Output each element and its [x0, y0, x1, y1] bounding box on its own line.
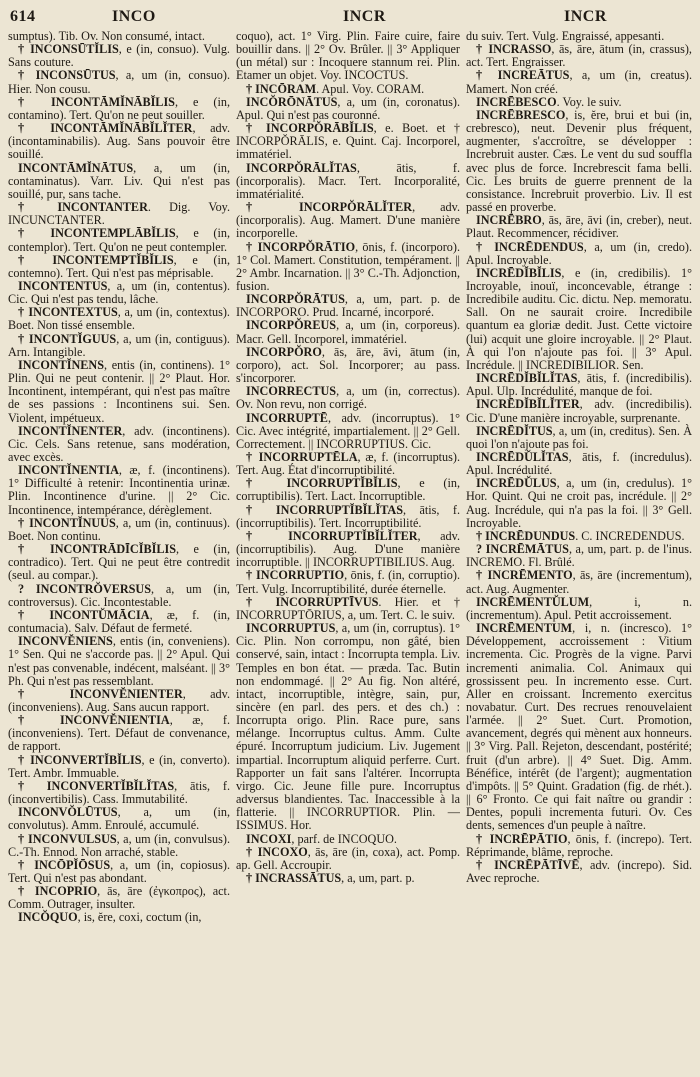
running-header: [0, 0, 700, 26]
entry-definition: , æ, f. (in, contumacia). Salv. Défaut de fermeté.: [8, 607, 230, 636]
entry-headword: INCRĒBRESCO: [476, 107, 566, 122]
entry-definition: , ās, āre (ἐγκοπρος), act. Comm. Outrager, insulter.: [8, 884, 230, 912]
entry-headword: INCRĒBRO: [476, 213, 542, 228]
entry-definition: , a, um (in, corruptus). 1° Cic. Plin. Non corrompu, non gâté, bien conservé, sain, intact : Incorrupta templa. Liv. Temples en bon état. — præda. Tac. Butin non endommagé. || 2° Au fig. Non altéré, intact, incorruptible, intègre, sain, pur, sincère (en parl. des pers. et des ch.) : Incorrupta origo. Plin. Race pure, sans mélange. Incorruptus cultus. Amm. Culte épuré. Incorruptum judicium. Liv. Jugement impartial. Incorruptum aliquid perferre. Curt. Rapporter un fait sans l'altérer. Incorrupta virgo. Cic. Jeune fille pure. Incorruptus adversus blandientes. Tac. Inaccessible à la flatterie. || INCORRUPTIOR. Plin. — ISSIMUS. Hor.: [236, 621, 460, 833]
entry-definition: , a, um (in, creatus). Mamert. Non créé.: [466, 68, 692, 96]
entry-definition: , ās, āre, āvi (in, creber), neut. Plaut. Recommencer, récidiver.: [466, 213, 692, 241]
dictionary-entry: [466, 241, 692, 267]
entry-definition: , e (in, contemno). Tert. Qui n'est pas méprisable.: [8, 252, 230, 280]
entry-definition: , adv. (incorruptus). 1° Cic. Avec intégrité, impartialement. || 2° Gell. Correctement. || INCORRUPTIUS. Cic.: [236, 410, 460, 451]
dictionary-entry: [8, 43, 230, 69]
dictionary-entry: [466, 859, 692, 885]
dictionary-entry: [236, 569, 460, 595]
dictionary-entry: [8, 280, 230, 306]
entry-definition: , is, ĕre, brui et bui (in, crebresco), neut. Devenir plus fréquent, augmenter, s'accroître, se développer : Increbruit auster. Cæs. Le vent du sud souffla avec plus de force. Increbrescit fama belli. Cic. Les bruits de guerre prennent de la consistance. Increbruit proverbio. Liv. Il est passé en proverbe.: [466, 107, 692, 215]
entry-definition: du suiv. Tert. Vulg. Engraissé, appesanti.: [466, 30, 665, 43]
entry-headword: INCRĒDĬBĬLĬTER: [476, 397, 580, 412]
entry-definition: , adv. (incontaminabilis). Aug. Sans pouvoir être souillé.: [8, 121, 230, 162]
entry-headword: † INCONVĔNIENTIA: [18, 713, 170, 728]
dictionary-entry: [8, 69, 230, 95]
entry-definition: , ātis, f. (incorporalis). Macr. Tert. Incorporalité, immatérialité.: [236, 160, 460, 201]
dictionary-entry: [236, 504, 460, 530]
entry-headword: † INCORRUPTĬBĬLIS: [246, 476, 398, 491]
entry-headword: † INCONVERTĬBĬLIS: [18, 752, 142, 767]
entry-definition: , a, um, part. p. de INCORPORO. Prud. Incarné, incorporé.: [236, 292, 460, 320]
entry-definition: , ās, āre, āvi, ātum (in, corporo), act. Sol. Incorporer; au pass. s'incorporer.: [236, 344, 460, 386]
entry-headword: INCONTĬNENTER: [18, 423, 123, 438]
dictionary-entry: [466, 477, 692, 530]
entry-definition: , entis (in, conveniens). 1° Sen. Qui ne s'accorde pas. || 2° Apul. Qui n'est pas convenable, indécent, malséant. || 3° Ph. Qui n'est pas ressemblant.: [8, 634, 230, 688]
dictionary-entry: [236, 96, 460, 122]
dictionary-entry: [8, 754, 230, 780]
entry-definition: , a, um (in, consuo). Hier. Non cousu.: [8, 68, 230, 96]
entry-headword: INCŎQUO: [18, 910, 78, 925]
entry-headword: † INCORPŎRĀBĬLIS: [246, 121, 374, 136]
dictionary-entry: [236, 30, 460, 83]
entry-definition: , a, um (in, continuus). Boet. Non continu.: [8, 515, 230, 543]
entry-headword: INCORPŎREUS: [246, 318, 337, 333]
entry-definition: , entis (in, continens). 1° Plin. Qui ne peut contenir. || 2° Plaut. Hor. Incontinent, intempérant, qui n'est pas maître de ses passions : Incontinens sui. Sen. Violent, impétueux.: [8, 357, 230, 425]
entry-definition: , æ, f. (incorruptus). Tert. Aug. État d'incorruptibilité.: [236, 450, 460, 478]
dictionary-entry: [8, 609, 230, 635]
dictionary-entry: [8, 688, 230, 714]
entry-headword: INCORPŎRĀLĬTAS: [246, 160, 357, 175]
entry-definition: , ās, āre, ātum (in, crassus), act. Tert. Engraisser.: [466, 42, 692, 70]
column-left: [8, 30, 230, 1075]
entry-definition: , a, um (in, creditus). Sen. À quoi l'on n'ajoute pas foi.: [466, 423, 692, 451]
dictionary-entry: [466, 596, 692, 622]
entry-definition: , a, um (in, contiguus). Arn. Intangible.: [8, 331, 230, 359]
dictionary-entry: [236, 872, 460, 885]
entry-headword: † INCONTEMPTĬBĬLIS: [18, 252, 174, 267]
entry-definition: coquo), act. 1° Virg. Plin. Faire cuire, faire bouillir dans. || 2° Ov. Brûler. || 3° Appliquer (un métal) sur : Incoquere stannum rei. Plin. Etamer un objet. Voy. INCOCTUS.: [236, 30, 460, 83]
entry-headword: † INCOPRIO: [18, 884, 98, 899]
dictionary-entry: [8, 227, 230, 253]
entry-definition: . Apul. Voy. CORAM.: [316, 81, 425, 96]
dictionary-entry: [8, 425, 230, 464]
entry-headword: ? INCRĒMĀTUS: [476, 542, 569, 557]
dictionary-entry: [466, 109, 692, 214]
entry-definition: , e (in, contemplor). Tert. Qu'on ne peut contempler.: [8, 226, 230, 254]
entry-definition: , a, um (in, credulus). 1° Hor. Quint. Qui ne croit pas, incrédule. || 2° Aug. Incrédule, qui n'a pas la foi. || 3° Gell. Incroyable.: [466, 476, 692, 530]
dictionary-entry: [8, 359, 230, 425]
entry-definition: , a, um (in, contentus). Cic. Qui n'est pas tendu, lâche.: [8, 278, 230, 307]
dictionary-entry: [8, 162, 230, 201]
entry-definition: , parf. de INCOQUO.: [291, 831, 397, 846]
entry-definition: , æ, f. (inconveniens). Tert. Défaut de convenance, de rapport.: [8, 713, 230, 754]
entry-headword: † INCŌPĬŌSUS: [18, 857, 111, 872]
dictionary-entry: [236, 530, 460, 569]
dictionary-entry: [236, 451, 460, 477]
dictionary-entry: [466, 214, 692, 240]
entry-headword: † INCRĒPĀTĪVĒ: [476, 857, 580, 872]
entry-definition: . Dig. Voy. INCUNCTANTER.: [8, 200, 230, 228]
entry-definition: . Voy. le suiv.: [556, 94, 622, 109]
entry-headword: † INCONSŪTĬLIS: [18, 42, 119, 57]
entry-definition: , e (in, converto). Tert. Ambr. Immuable.: [8, 752, 230, 780]
entry-headword: † INCRASSĀTUS: [246, 871, 342, 885]
entry-definition: , adv. (incorruptibilis). Aug. D'une manière incorruptible. || INCORRUPTIBILIUS. Aug.: [236, 528, 460, 570]
entry-definition: , e (in, corruptibilis). Tert. Lact. Incorruptible.: [236, 476, 460, 504]
dictionary-entry: [466, 425, 692, 451]
entry-definition: , adv. (incontinens). Cic. Cels. Sans retenue, sans modération, avec excès.: [8, 423, 230, 464]
entry-definition: , a, um (in, credo). Apul. Incroyable.: [466, 239, 692, 267]
entry-definition: , a, um, part. p. de l'inus. INCREMO. Fl. Brûlé.: [466, 542, 692, 570]
entry-definition: , ās, āre (in, coxa), act. Pomp. ap. Gell. Accroupir.: [236, 844, 460, 872]
entry-headword: INCORRUPTĒ: [246, 410, 328, 425]
entry-headword: INCRĒBESCO: [476, 94, 557, 109]
entry-definition: , e (in, contamino). Tert. Qu'on ne peut souiller.: [8, 94, 230, 122]
entry-headword: INCOXI: [246, 831, 292, 846]
entry-headword: † INCOXO: [246, 844, 308, 859]
dictionary-entry: [8, 859, 230, 885]
dictionary-entry: [8, 201, 230, 227]
entry-definition: , ās, āre (incrementum), act. Aug. Augmenter.: [466, 568, 692, 596]
dictionary-entry: [236, 346, 460, 385]
entry-definition: , a, um (in, coronatus). Apul. Qui n'est pas couronné.: [236, 94, 460, 122]
entry-headword: INCRĒDŬLĬTAS: [476, 450, 569, 464]
dictionary-entry: [8, 517, 230, 543]
dictionary-entry: [236, 241, 460, 294]
entry-definition: , i, n. (incrementum). Apul. Petit accroissement.: [466, 594, 692, 622]
dictionary-entry: [236, 319, 460, 345]
entry-headword: † INCRASSO: [476, 42, 552, 57]
entry-definition: , ōnis, f. (in, corruptio). Tert. Vulg. Incorruptibilité, durée éternelle.: [236, 568, 460, 596]
entry-headword: † INCORRUPTĬBĬLĬTAS: [246, 502, 404, 517]
dictionary-entry: [236, 412, 460, 451]
entry-headword: † INCRĒMENTO: [476, 568, 573, 583]
entry-definition: , e (in, credibilis). 1° Incroyable, inouï, inconcevable, étrange : Incredibile auditu. Cic. dictu. Nep. memoratu. Sall. On ne saurait croire. Incredibile quantum ea gloriæ dedit. Just. Cette victoire (lui) acquit une gloire incroyable. || 2° Plaut. À qui l'on n'ajoute pas foi. || 3° Apul. Incrédule. || INCREDIBILIOR. Sen.: [466, 265, 692, 372]
entry-definition: , adv. (increpo). Sid. Avec reproche.: [466, 857, 692, 885]
entry-definition: , adv. (inconveniens). Aug. Sans aucun rapport.: [8, 686, 230, 714]
dictionary-entry: [466, 622, 692, 833]
entry-headword: INCONVĔNIENS: [18, 634, 113, 649]
entry-definition: . C. INCREDENDUS.: [575, 528, 685, 543]
column-middle: [236, 30, 460, 1075]
dictionary-entry: [466, 398, 692, 424]
dictionary-entry: [466, 569, 692, 595]
entry-definition: , a, um (in, contaminatus). Varr. Liv. Qui n'est pas souillé, pur, sans tache.: [8, 160, 230, 201]
entry-headword: INCONVŎLŪTUS: [18, 805, 118, 820]
entry-definition: , a, um (in, contextus). Boet. Non tissé ensemble.: [8, 305, 230, 333]
entry-headword: † INCONTĬGUUS: [18, 331, 117, 346]
entry-definition: sumptus). Tib. Ov. Non consumé, intact.: [8, 30, 205, 43]
dictionary-entry: [8, 911, 230, 924]
entry-definition: . Hier. et † INCORRUPTŌRIUS, a, um. Tert. C. le suiv.: [236, 594, 460, 622]
entry-headword: † INCRĒDENDUS: [476, 239, 584, 254]
dictionary-entry: [466, 372, 692, 398]
entry-headword: † INCONTEXTUS: [18, 305, 118, 320]
dictionary-entry: [466, 833, 692, 859]
header-right-word: INCR: [564, 8, 607, 25]
entry-headword: † INCONTĬNUUS: [18, 515, 116, 530]
entry-headword: † INCRĒDUNDUS: [476, 528, 576, 543]
entry-definition: , i, n. (incresco). 1° Développement, accroissement : Vitium incrementa. Cic. Progrès de la vigne. Parvi incrementi animalia. Col. Animaux qui grossissent peu. In incremento esse. Curt. Aller en croissant. Incremento exercitus novabatur. Curt. Des recrues renouvelaient l'armée. || 2° Suet. Curt. Promotion, avancement, degrés qui mènent aux honneurs. || 3° Virg. Pall. Rejeton, descendant, postérité; fruit (d'un arbre). || 4° Suet. Dig. Amm. Bénéfice, intérêt (de l'argent); augmentation d'impôts. || 5° Quint. Gradation (fig. de rhét.). || 6° Fronto. Ce qui fait naître ou grandir : Dentes, populi incrementa futuri. Ov. Ces dents, semences d'un peuple à naître.: [466, 621, 692, 833]
entry-definition: , a, um, part. p.: [341, 871, 415, 885]
entry-headword: † INCONTĀMĬNĀBĬLĬTER: [18, 121, 193, 136]
dictionary-entry: [8, 806, 230, 832]
dictionary-entry: [8, 96, 230, 122]
dictionary-entry: [8, 122, 230, 161]
entry-headword: INCORRUPTUS: [246, 621, 336, 636]
entry-definition: , adv. (incorporalis). Aug. Mamert. D'une manière incorporelle.: [236, 200, 460, 241]
entry-headword: INCRĒDĬBĬLIS: [476, 265, 562, 280]
dictionary-entry: [8, 885, 230, 911]
entry-headword: † INCORPŎRĀTIO: [246, 239, 356, 254]
dictionary-entry: [236, 122, 460, 161]
entry-headword: † INCONVĔNIENTER: [18, 686, 183, 701]
entry-headword: † INCONTĀMĬNĀBĬLIS: [18, 94, 175, 109]
entry-headword: † INCORRUPTĪVUS: [246, 594, 379, 609]
header-left-word: INCO: [112, 8, 156, 25]
entry-headword: † INCONTANTER: [18, 200, 148, 215]
dictionary-entry: [466, 267, 692, 372]
dictionary-entry: [466, 43, 692, 69]
entry-headword: INCORPŎRO: [246, 344, 322, 359]
entry-headword: † INCORPŎRĀLĬTER: [246, 200, 413, 215]
entry-headword: † INCONVULSUS: [18, 831, 117, 846]
entry-definition: , ōnis, f. (increpo). Tert. Réprimande, blâme, reproche.: [466, 831, 692, 859]
entry-headword: INCORRECTUS: [246, 384, 337, 399]
entry-headword: INCORPŎRĀTUS: [246, 292, 345, 307]
entry-headword: † INCORRUPTĒLA: [246, 450, 358, 464]
dictionary-entry: [236, 846, 460, 872]
entry-definition: , æ, f. (incontinens). 1° Difficulté à retenir: Incontinentia urinæ. Plin. Incontinence d'urine. || 2° Cic. Incontinence, intempérance, dérèglement.: [8, 463, 230, 517]
entry-definition: , ātis, f. (inconvertibilis). Cass. Immutabilité.: [8, 778, 230, 807]
entry-headword: † INCONTRĀDĪCĬBĬLIS: [18, 542, 176, 557]
entry-definition: , a, um (in, convulsus). C.-Th. Ennod. Non arraché, stable.: [8, 831, 230, 859]
dictionary-entry: [8, 833, 230, 859]
entry-headword: INCONTĬNENS: [18, 357, 105, 372]
entry-headword: † INCŌRAM: [246, 81, 317, 96]
entry-definition: , e (in, consuo). Vulg. Sans couture.: [8, 42, 230, 70]
dictionary-entry: [8, 464, 230, 517]
entry-headword: † INCORRUPTĬBĬLĬTER: [246, 528, 418, 543]
entry-definition: , a, um (in, convolutus). Amm. Enroulé, accumulé.: [8, 805, 230, 833]
dictionary-entry: [8, 714, 230, 753]
entry-headword: INCRĒDĬTUS: [476, 423, 553, 438]
entry-definition: , e (in, contradico). Tert. Qui ne peut être contredit (seul. au compar.).: [8, 542, 230, 583]
entry-definition: , ātis, f. (incorruptibilis). Tert. Incorruptibilité.: [236, 502, 460, 530]
entry-headword: INCONTĀMĬNĀTUS: [18, 160, 134, 175]
dictionary-entry: [236, 293, 460, 319]
dictionary-entry: [8, 543, 230, 582]
entry-headword: † INCORRUPTIO: [246, 568, 345, 583]
dictionary-entry: [8, 254, 230, 280]
entry-headword: ? INCONTRŎVERSUS: [18, 581, 151, 596]
entry-headword: INCRĒDĬBĬLĬTAS: [476, 371, 578, 386]
entry-definition: , a, um (in, copiosus). Tert. Qui n'est pas abondant.: [8, 857, 230, 885]
page-number: 614: [10, 8, 36, 25]
dictionary-entry: [236, 596, 460, 622]
dictionary-entry: [236, 622, 460, 833]
entry-definition: , ātis, f. (incredulus). Apul. Incrédulité.: [466, 450, 692, 478]
dictionary-entry: [8, 583, 230, 609]
entry-headword: † INCONSŪTUS: [18, 68, 116, 83]
entry-definition: , adv. (incredibilis). Cic. D'une manière incroyable, surprenante.: [466, 397, 692, 425]
dictionary-entry: [466, 543, 692, 569]
dictionary-entry: [8, 306, 230, 332]
dictionary-entry: [236, 162, 460, 201]
dictionary-entry: [236, 201, 460, 240]
entry-headword: INCONTĬNENTIA: [18, 463, 119, 478]
entry-headword: INCONTENTUS: [18, 278, 108, 293]
header-middle-word: INCR: [343, 8, 386, 25]
dictionary-entry: [8, 635, 230, 688]
entry-definition: , is, ĕre, coxi, coctum (in,: [77, 910, 202, 925]
entry-headword: INCŎRŌNĀTUS: [246, 94, 338, 109]
entry-definition: , a, um (in, corporeus). Macr. Gell. Incorporel, immatériel.: [236, 318, 460, 346]
entry-definition: , a, um (in, controversus). Cic. Incontestable.: [8, 581, 230, 609]
dictionary-entry: [236, 477, 460, 503]
entry-headword: INCRĒMENTUM: [476, 621, 573, 636]
entry-headword: † INCONTŬMĀCIA: [18, 607, 150, 622]
entry-headword: † INCRĒPĀTIO: [476, 831, 568, 846]
entry-headword: † INCREĀTUS: [476, 68, 570, 83]
entry-definition: , ātis, f. (incredibilis). Apul. Ulp. Incrédulité, manque de foi.: [466, 371, 692, 399]
dictionary-entry: [466, 69, 692, 95]
entry-definition: , a, um (in, correctus). Ov. Non revu, non corrigé.: [236, 384, 460, 412]
dictionary-entry: [466, 451, 692, 477]
entry-headword: † INCONTEMPLĀBĬLIS: [18, 226, 176, 241]
entry-definition: , e. Boet. et † INCORPŎRĀLIS, e. Quint. Caj. Incorporel, immatériel.: [236, 121, 460, 162]
entry-definition: , ōnis, f. (incorporo). 1° Col. Mamert. Constitution, tempérament. || 2° Ambr. Incarnation. || 3° C.-Th. Adjonction, fusion.: [236, 239, 460, 293]
dictionary-entry: [8, 333, 230, 359]
entry-headword: INCRĒDŬLUS: [476, 476, 557, 491]
entry-headword: INCRĒMENTŬLUM: [476, 594, 590, 609]
entry-headword: † INCONVERTĬBĬLĬTAS: [18, 778, 175, 793]
dictionary-entry: [236, 385, 460, 411]
dictionary-entry: [8, 780, 230, 806]
column-right: [466, 30, 692, 1075]
